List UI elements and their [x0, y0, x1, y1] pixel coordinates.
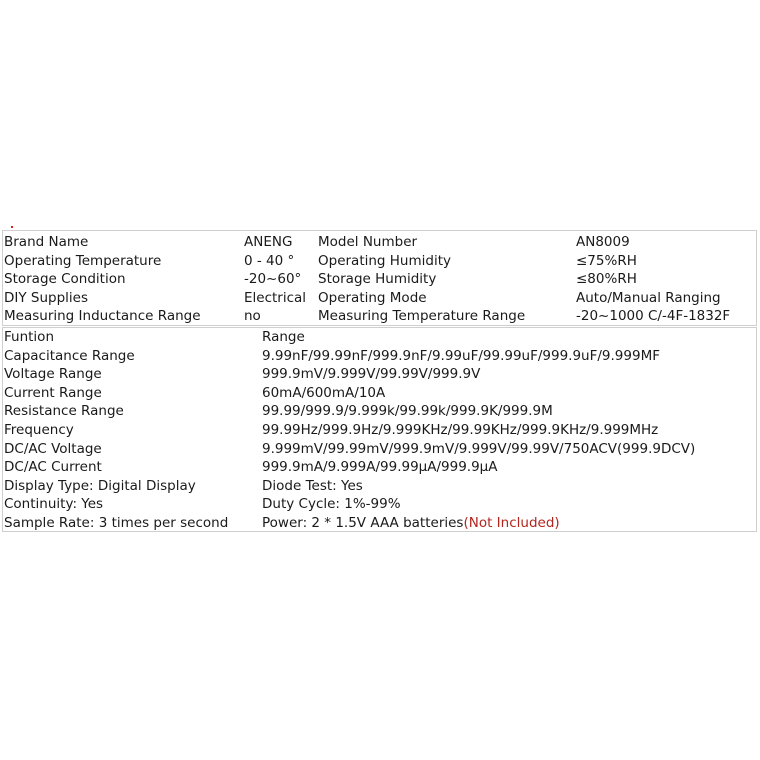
range-header-function: Funtion: [4, 329, 54, 345]
feature-continuity: Continuity: Yes: [4, 496, 104, 513]
range-values: 999.9mV/9.999V/99.99V/999.9V: [262, 366, 481, 383]
range-function: Resistance Range: [4, 403, 124, 420]
range-row: [3, 477, 756, 496]
range-row: [3, 347, 756, 366]
feature-power: [262, 514, 560, 533]
power-text: Power: 2 * 1.5V AAA batteries: [262, 514, 464, 531]
not-included-note: (Not Included): [463, 514, 560, 531]
range-values: 9.99nF/99.99nF/999.9nF/9.99uF/99.99uF/999.9uF/9.999MF: [262, 347, 660, 364]
range-values: 999.9mA/9.999A/99.99μA/999.9μA: [262, 459, 498, 476]
spec-row-storage: [3, 270, 756, 289]
red-dot-mark: [11, 226, 13, 228]
range-row: [3, 365, 756, 384]
spec-value: -20~1000 C/-4F-1832F: [576, 308, 731, 325]
spec-value: no: [244, 308, 261, 325]
spec-value: ≤80%RH: [576, 271, 637, 288]
range-row: [3, 514, 756, 533]
feature-diode-test: Diode Test: Yes: [262, 477, 363, 494]
range-row: [3, 458, 756, 477]
range-values: 99.99Hz/999.9Hz/9.999KHz/99.99KHz/999.9KHz/9.999MHz: [262, 421, 659, 438]
feature-display-type: Display Type: Digital Display: [4, 477, 196, 494]
spec-label: DIY Supplies: [4, 289, 89, 306]
range-function: Capacitance Range: [4, 347, 135, 364]
range-header-row: [3, 328, 756, 347]
spec-label: Measuring Temperature Range: [318, 308, 526, 325]
range-values: 99.99/999.9/9.999k/99.99k/999.9K/999.9M: [262, 403, 553, 420]
spec-table: [2, 230, 757, 326]
spec-row-brand: [3, 233, 756, 252]
spec-value: Auto/Manual Ranging: [576, 289, 721, 306]
feature-sample-rate: Sample Rate: 3 times per second: [4, 514, 229, 531]
range-function: DC/AC Voltage: [4, 440, 102, 457]
spec-value: ANENG: [244, 234, 293, 250]
range-row: [3, 440, 756, 459]
spec-label: Brand Name: [4, 234, 89, 250]
spec-row-temperature: [3, 252, 756, 271]
spec-label: Storage Humidity: [318, 271, 437, 288]
spec-label: Storage Condition: [4, 271, 126, 288]
range-header-range: Range: [262, 329, 305, 345]
range-table: [2, 327, 757, 532]
spec-label: Model Number: [318, 234, 418, 250]
range-function: Current Range: [4, 384, 102, 401]
range-row: [3, 384, 756, 403]
range-row: [3, 421, 756, 440]
feature-duty-cycle: Duty Cycle: 1%-99%: [262, 496, 401, 513]
spec-label: Operating Temperature: [4, 252, 162, 269]
spec-value: 0 - 40 °: [244, 252, 295, 269]
spec-value: -20~60°: [244, 271, 302, 288]
range-row: [3, 402, 756, 421]
spec-value: Electrical: [244, 289, 307, 306]
spec-value: ≤75%RH: [576, 252, 637, 269]
range-function: Frequency: [4, 421, 74, 438]
spec-row-inductance: [3, 307, 756, 326]
range-row: [3, 495, 756, 514]
range-values: 60mA/600mA/10A: [262, 384, 386, 401]
range-function: Voltage Range: [4, 366, 102, 383]
spec-label: Operating Humidity: [318, 252, 451, 269]
range-values: 9.999mV/99.99mV/999.9mV/9.999V/99.99V/750ACV(999.9DCV): [262, 440, 696, 457]
spec-label: Measuring Inductance Range: [4, 308, 201, 325]
range-function: DC/AC Current: [4, 459, 102, 476]
spec-value: AN8009: [576, 234, 630, 250]
spec-row-diy: [3, 289, 756, 308]
spec-label: Operating Mode: [318, 289, 427, 306]
